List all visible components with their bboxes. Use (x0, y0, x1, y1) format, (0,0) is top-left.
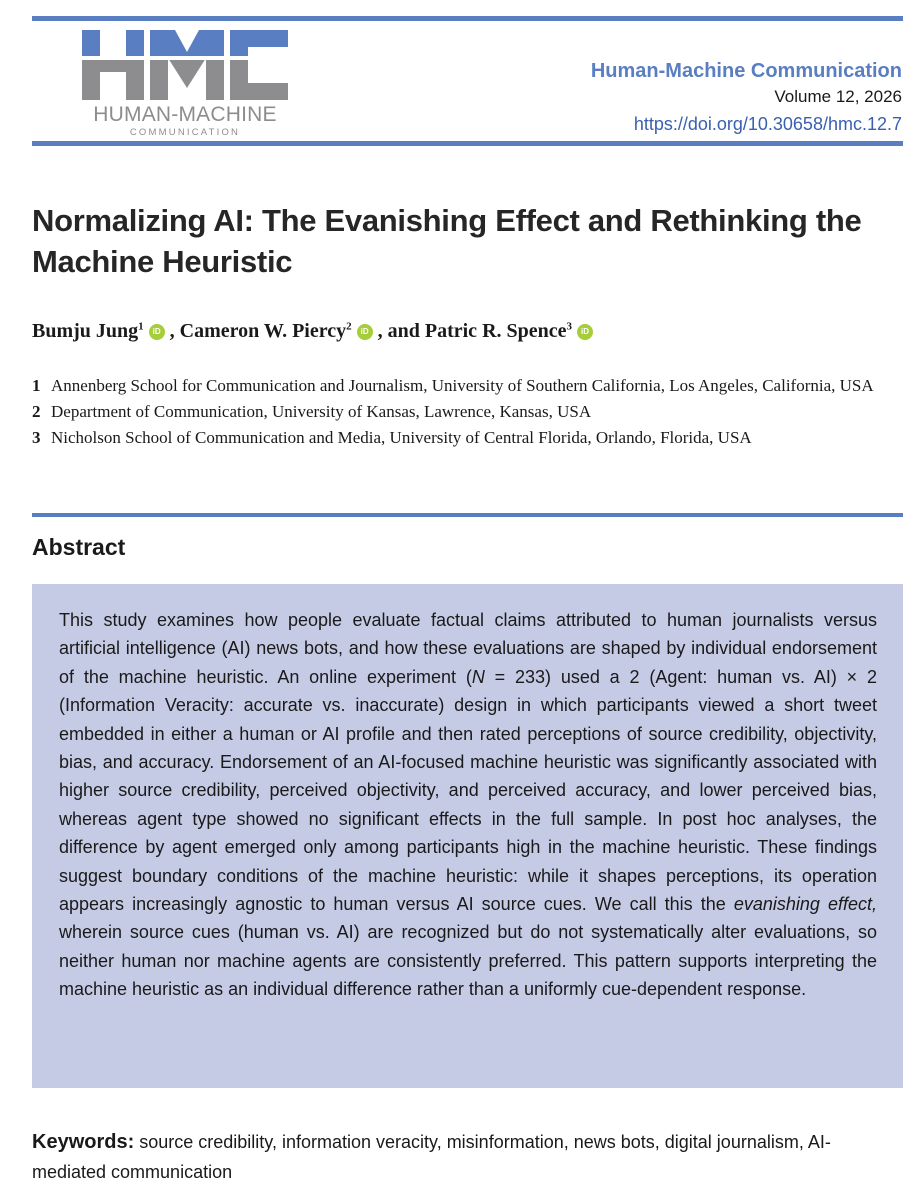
hmc-logo-mark (82, 30, 288, 100)
author-separator: , (164, 320, 180, 342)
affiliation-text: Department of Communication, University of Kansas, Lawrence, Kansas, USA (51, 402, 592, 421)
affiliation-number: 3 (32, 428, 41, 447)
logo-subtitle-secondary: COMMUNICATION (129, 127, 241, 138)
author-affiliation-mark: 3 (566, 320, 573, 333)
doi-link[interactable]: https://doi.org/10.30658/hmc.12.7 (633, 114, 902, 134)
header-top-rule (32, 16, 903, 21)
journal-info (591, 58, 902, 138)
affiliation-item (32, 400, 892, 424)
abstract-heading: Abstract (32, 534, 126, 560)
sample-size-symbol: N (471, 666, 485, 687)
journal-name: Human-Machine Communication (590, 60, 902, 82)
author-affiliation-mark: 2 (346, 320, 352, 333)
affiliation-number: 1 (32, 376, 41, 395)
affiliation-list (32, 374, 892, 452)
keywords (32, 1127, 898, 1187)
logo-subtitle: HUMAN-MACHINE (93, 103, 277, 126)
author-name: Patric R. Spence (424, 320, 567, 342)
header-bottom-rule (32, 141, 903, 146)
affiliation-item (32, 374, 892, 398)
keywords-label: Keywords: (32, 1131, 135, 1153)
orcid-icon[interactable]: iD (149, 324, 165, 340)
orcid-icon[interactable]: iD (357, 324, 373, 340)
author-name: Cameron W. Piercy (179, 320, 347, 342)
affiliation-number: 2 (32, 402, 41, 421)
keywords-text: source credibility, information veracity, misinformation, news bots, digital journalism, AI-mediated communication (32, 1132, 831, 1182)
abstract-rule (32, 513, 903, 517)
author-affiliation-mark: 1 (138, 320, 144, 333)
journal-volume: Volume 12, 2026 (774, 87, 902, 106)
affiliation-text: Nicholson School of Communication and Media, University of Central Florida, Orlando, Florida, USA (51, 428, 752, 447)
abstract-text (59, 606, 877, 1004)
abstract-text-part: wherein source cues (human vs. AI) are recognized but do not systematically alter evaluations, so neither human nor machine agents are consistently preferred. This pattern supports interpreting the machine heuristic as an individual difference rather than a uniformly cue-dependent response. (59, 922, 877, 1000)
author-list (32, 320, 593, 343)
evanishing-effect-term: evanishing effect, (733, 894, 877, 915)
author-name: Bumju Jung (32, 320, 139, 342)
abstract-text-part: This study examines how people evaluate factual claims attributed to human journalists versus artificial intelligence (AI) news bots, and how these evaluations are shaped by individual endorsement of the machine heuristic. An online experiment ( (59, 610, 877, 687)
author-separator: , and (372, 320, 425, 342)
affiliation-item (32, 426, 892, 450)
orcid-icon[interactable]: iD (577, 324, 593, 340)
affiliation-text: Annenberg School for Communication and Journalism, University of Southern California, Los Angeles, California, USA (51, 376, 874, 395)
paper-title: Normalizing AI: The Evanishing Effect and Rethinking the Machine Heuristic (32, 203, 862, 279)
abstract-text-part: = 233) used a 2 (Agent: human vs. AI) × 2 (Information Veracity: accurate vs. inaccurate) design in which participants viewed a short tweet embedded in either a human or AI profile and then rated perceptions of source credibility, objectivity, bias, and accuracy. Endorsement of an AI-focused machine heuristic was significantly associated with higher source credibility, perceived objectivity, and perceived accuracy, and lower perceived bias, whereas agent type showed no significant effects in the full sample. In post hoc analyses, the difference by agent emerged only among participants high in the machine heuristic. These findings suggest boundary conditions of the machine heuristic: while it shapes perceptions, its operation appears increasingly agnostic to human versus AI source cues. We call this the (59, 666, 877, 915)
hmc-logo (82, 30, 290, 140)
abstract-box (32, 584, 903, 1088)
